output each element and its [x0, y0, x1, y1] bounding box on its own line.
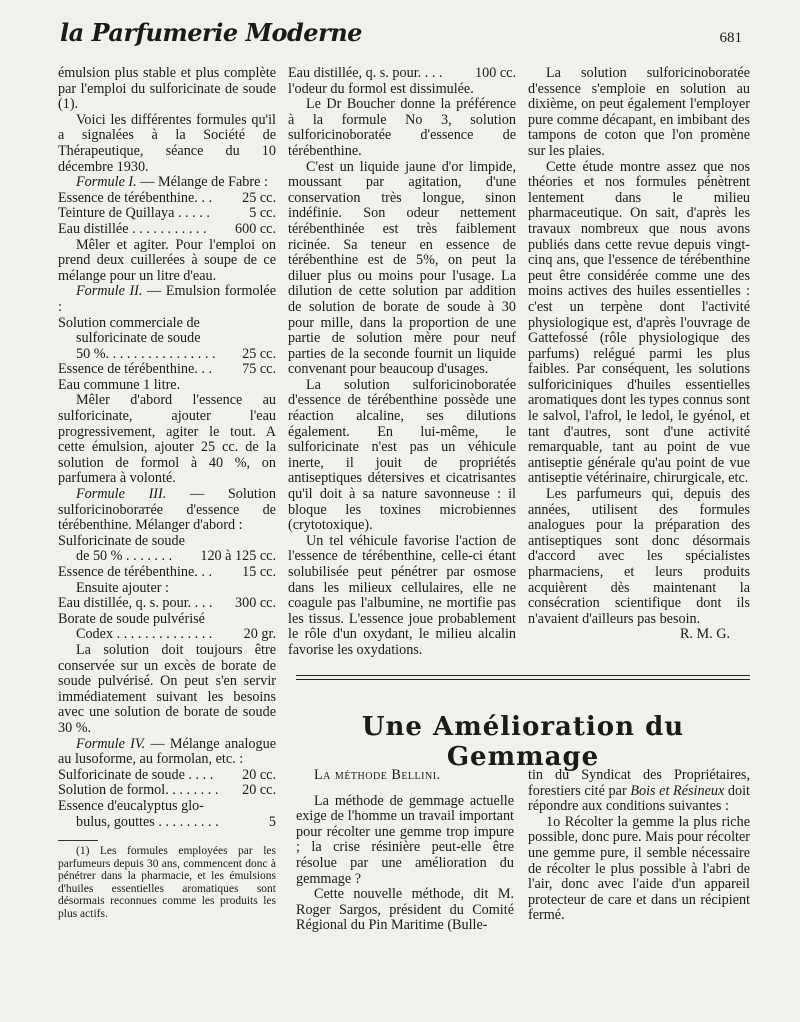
formula-4-label: Formule IV.	[76, 735, 146, 752]
ingredient-qty: 15 cc.	[242, 564, 276, 580]
article-paragraph-3	[528, 768, 750, 815]
col2-formula-line	[288, 66, 516, 82]
ingredient-name: Eau distillée, q. s. pour. . . .	[288, 65, 443, 81]
formula-1-label: Formule I.	[76, 174, 137, 191]
ingredient-qty: 5 cc.	[249, 205, 276, 222]
ingredient-qty: 600 cc.	[235, 220, 276, 237]
col3-paragraph-1: La solution sulforicinoboratée d'essence s'emploie en solution au dixième, on peut également l'employer pure comme décapant, en imbibant des tampons de coton que l'on promène sur les plaies.	[528, 65, 750, 159]
journal-title: la Parfumerie Moderne	[60, 18, 362, 47]
ingredient-qty: 20 cc.	[242, 782, 276, 799]
formula-3-heading	[58, 487, 276, 534]
col3-paragraph-2: Cette étude montre assez que nos théories et nos formules pénètrent lentement dans le milieu pharmaceutique. On sait, d'après les travaux nombreux que nous avons publiés dans cette revue depuis vingt-cinq ans, que l'essence de térébenthine peut être considérée comme une des moins actives des huiles essentielles : c'est un terpène dont l'activité physiologique est, d'après l'ouvrage de Gattefossé (rôle physiologique des parfums) relégué parmi les plus faibles. Par conséquent, les solutions sulforiciniques d'huiles essentielles aromatiques dont les types connus sont le salvol, l'afrol, le ledol, le gyénol, et tant d'autres, sont d'une activité remarquable, tant au point de vue antiseptie générale qu'au point de vue antiseptie vétérinaire, chirurgicale, etc.	[528, 158, 750, 487]
col2-paragraph-4: Un tel véhicule favorise l'action de l'essence de térébenthine, celle-ci étant solubilisée peut pénétrer par osmose dans les milieux cellulaires, elle ne coagule pas l'albumine, ne mortifie pas les tissus. L'essence joue probablement le rôle d'un oxydant, le milieu alcalin favorise les oxydations.	[288, 532, 516, 658]
formula-3-line-2	[58, 565, 276, 581]
ingredient-qty: 25 cc.	[242, 345, 276, 362]
formula-4-line-2	[58, 783, 276, 799]
col1-paragraph-1: émulsion plus stable et plus complète par l'emploi du sulforicinate de soude (1).	[58, 65, 276, 113]
section-rule-bottom	[296, 679, 750, 680]
ingredient-name: Essence de térébenthine. . .	[58, 189, 213, 206]
footnote-rule	[58, 840, 98, 841]
article-text: tin du Syndicat des Propriétaires, forestiers cité par	[528, 767, 750, 799]
ingredient-name: bulus, gouttes . . . . . . . . .	[76, 813, 219, 830]
formula-3-line-4	[58, 627, 276, 643]
ingredient-qty: 75 cc.	[242, 361, 276, 378]
formula-2-water: Eau commune 1 litre.	[58, 376, 181, 393]
article-column-right	[528, 768, 750, 924]
article-column-left	[296, 768, 514, 934]
ingredient-name: Codex . . . . . . . . . . . . . .	[76, 626, 213, 643]
ingredient-name: Eau distillée . . . . . . . . . . .	[58, 220, 207, 237]
formula-2-solution-b: sulforicinate de soude	[76, 330, 201, 347]
ingredient-qty: 25 cc.	[242, 189, 276, 206]
formula-3-instructions: La solution doit toujours être conservée sur un excès de borate de soude pulvérisé. On peut s'en servir immédiatement suivant les besoins avec une solution de borate de soude 30 %.	[58, 641, 276, 736]
ingredient-qty: 20 cc.	[242, 766, 276, 783]
formula-2-title: — Emulsion formolée :	[58, 283, 276, 315]
col2-paragraph-2: C'est un liquide jaune d'or limpide, moussant par agitation, d'une conservation très longue, sinon indéfinie. Son odeur nettement térébenthinée est très faiblement ricinée. Sa teneur en essence de térébenthine est de 5%, on peut la diluer plus ou moins pour l'usage. La dilution de cette solution par addition de solution de borate de soude à 30 pour mille, dans la proportion de une partie de solution mère pour neuf parties de la seconde fournit un liquide convenant pour beaucoup d'usages.	[288, 158, 516, 378]
ingredient-qty: 120 à 125 cc.	[200, 548, 276, 565]
formula-1-line-2	[58, 206, 276, 222]
formula-4-title: — Mélange analogue au lusoforme, au formolan, etc. :	[58, 735, 276, 768]
col2-paragraph-1: Le Dr Boucher donne la préférence à la formule No 3, solution sulforicinoboratée d'essence de térébenthine.	[288, 96, 516, 159]
column-3	[528, 66, 750, 643]
ingredient-name: 50 %. . . . . . . . . . . . . . . .	[76, 345, 216, 362]
formula-3-title: — Solution sulforicinoborатée d'essence de térébenthine. Mélanger d'abord :	[58, 486, 276, 534]
formula-2-heading	[58, 284, 276, 315]
formula-4-essence: Essence d'eucalyptus glo-	[58, 797, 204, 814]
formula-2-line-2	[58, 362, 276, 378]
section-rule-top	[296, 675, 750, 676]
article-paragraph-1: La méthode de gemmage actuelle exige de l'homme un travail important pour récolter une gemme trop impure ; la crise résinière peut-elle être résolue par une amélioration du gemmage ?	[296, 792, 514, 887]
formula-3-then: Ensuite ajouter :	[76, 579, 169, 596]
formula-1-line-1	[58, 191, 276, 207]
formula-4-heading	[58, 737, 276, 768]
formula-2-instructions: Mêler d'abord l'essence au sulforicinate, ajouter l'eau progressivement, agiter le tout. A cette émulsion, ajouter 25 cc. de la solution de formol à 40 %, on parfumera à volonté.	[58, 392, 276, 487]
formula-2-line-1	[58, 347, 276, 363]
ingredient-name: Essence de térébenthine. . .	[58, 361, 213, 378]
formula-2-label: Formule II.	[76, 283, 143, 300]
column-1	[58, 66, 276, 921]
col2-paragraph-3: La solution sulforicinoboratée d'essence de térébenthine possède une réaction alcaline, ses dilutions également. En lui-même, le sulforicinate n'est pas un véhicule inerte, il jouit de propriétés antiseptiques détersives et cicatrisantes qu'il doit à sa nature savonneuse : il bloque les toxines microbiennes (crytotoxique).	[288, 376, 516, 534]
formula-2-solution-a: Solution commerciale de	[58, 314, 200, 331]
article-subtitle: La méthode Bellini.	[314, 767, 441, 783]
ingredient-qty: 100 cc.	[475, 65, 516, 81]
ingredient-qty: 20 gr.	[243, 626, 276, 643]
signature: R. M. G.	[679, 626, 730, 643]
formula-4-line-3	[58, 815, 276, 831]
cited-publication: Bois et Résineux	[630, 782, 725, 799]
ingredient-name: Eau distillée, q. s. pour. . . .	[58, 595, 213, 612]
formula-3-borate: Borate de soude pulvérisé	[58, 610, 205, 627]
ingredient-name: Teinture de Quillaya . . . . .	[58, 205, 210, 222]
article-title: Une Amélioration du Gemmage	[361, 712, 685, 772]
formula-3-solution: Sulforicinate de soude	[58, 532, 185, 549]
page-number: 681	[719, 30, 742, 46]
article-paragraph-2: Cette nouvelle méthode, dit M. Roger Sargos, président du Comité Régional du Pin Maritime (Bulle-	[296, 886, 514, 934]
ingredient-name: Essence de térébenthine. . .	[58, 564, 213, 580]
formula-3-line-3	[58, 596, 276, 612]
formula-1-title: — Mélange de Fabre :	[136, 174, 268, 191]
ingredient-name: de 50 % . . . . . . .	[76, 548, 173, 565]
ingredient-qty: 300 cc.	[235, 595, 276, 612]
col2-paragraph-0: l'odeur du formol est dissimulée.	[288, 80, 474, 97]
ingredient-qty: 5	[268, 813, 276, 830]
formula-3-label: Formule III.	[76, 486, 167, 503]
col3-paragraph-3: Les parfumeurs qui, depuis des années, utilisent des formules analogues pour la préparation des antiseptiques sont donc désormais d'accord avec les spécialistes pharmaciens, et leurs produits acquièrent dès maintenant la consécration scientifique dont ils n'avaient d'ailleurs pas besoin.	[528, 486, 750, 627]
article-paragraph-4: 1o Récolter la gemme la plus riche possible, donc pure. Mais pour récolter une gemme pure, il semble nécessaire de récolter le plus possible à l'abri de l'air, donc avec l'aide d'un appareil protecteur de care et dans un récipient fermé.	[528, 813, 750, 924]
footnote: (1) Les formules employées par les parfumeurs depuis 30 ans, commencent donc à pénétrer dans la pharmacie, et les émulsions d'huiles essentielles aromatiques sont désormais reconnues comme les produits les plus actifs.	[58, 845, 276, 921]
ingredient-name: Sulforicinate de soude . . . .	[58, 766, 214, 783]
col1-paragraph-2: Voici les différentes formules qu'il a signalées à la Société de Thérapeutique, séance du 10 décembre 1930.	[58, 111, 276, 175]
formula-1-heading	[58, 175, 276, 191]
formula-3-line-1	[58, 549, 276, 565]
formula-1-instructions: Mêler et agiter. Pour l'emploi on prend deux cuillerées à soupe de ce mélange pour un litre d'eau.	[58, 236, 276, 284]
ingredient-name: Solution de formol. . . . . . . .	[58, 782, 219, 799]
formula-1-line-3	[58, 222, 276, 238]
column-2	[288, 66, 516, 659]
formula-4-line-1	[58, 768, 276, 784]
article-text: doit répondre aux conditions suivantes :	[528, 782, 750, 815]
